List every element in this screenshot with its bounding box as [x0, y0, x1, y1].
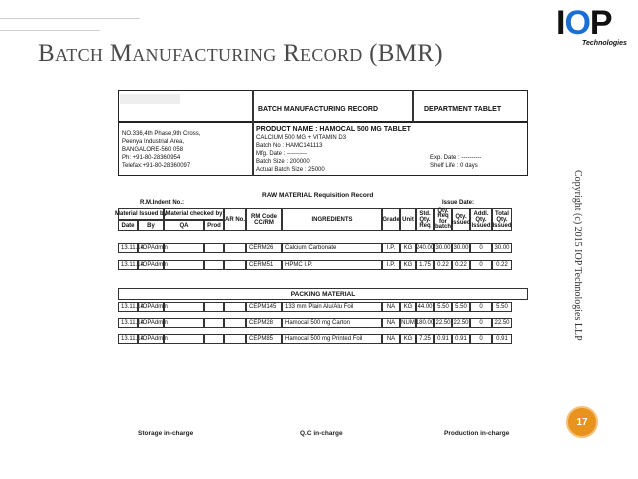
cell-qa [164, 318, 204, 328]
cell-code: CEPM85 [246, 334, 282, 344]
rm-indent: R.M.Indent No.: [140, 200, 184, 206]
cell-req: 30.00 [435, 245, 451, 251]
doc-department: DEPARTMENT TABLET [424, 106, 502, 113]
product-line: Batch No : HAMC141113 [256, 143, 323, 149]
cell-ingredient: 133 mm Plain Alu/Alu Foil [282, 302, 382, 312]
hdr-addl-qty: Addl. Qty. Issued [470, 208, 492, 231]
iop-logo [556, 6, 634, 50]
logo-letters: IOP [556, 4, 612, 42]
cell-req: 0.91 [434, 334, 452, 344]
cell-qa [164, 243, 204, 253]
cell-addl: 0 [470, 318, 492, 328]
hdr-grade: Grade [382, 208, 400, 231]
cell-by: IOPAdmin [138, 260, 164, 270]
cell-unit: KG [400, 243, 416, 253]
cell-ar [224, 243, 246, 253]
cell-ingredient: Hamocal 500 mg Carton [282, 318, 382, 328]
cell-code: CERM51 [246, 260, 282, 270]
hdr-qty-issued: Qty. Issued [452, 208, 470, 231]
cell-qa [164, 260, 204, 270]
redacted-logo [120, 94, 180, 104]
cell-ingredient: HPMC I.P. [282, 260, 382, 270]
cell-prod [204, 334, 224, 344]
cell-std: 240.00 [415, 245, 435, 251]
product-line: Mfg. Date : ---------- [256, 151, 307, 157]
address-line: Ph: +91-80-28360954 [122, 155, 181, 161]
cell-issued: 0.22 [452, 260, 470, 270]
cell-date: 13.11.14 [118, 260, 138, 270]
logo-tagline: Technologies [582, 40, 627, 47]
exp-date: Exp. Date : ---------- [430, 155, 482, 161]
cell-total: 30.00 [492, 243, 512, 253]
header-divider-2 [412, 90, 414, 122]
cell-ingredient: Hamocal 500 mg Printed Foil [282, 334, 382, 344]
cell-issued: 5.50 [452, 302, 470, 312]
cell-date: 13.11.14 [118, 243, 138, 253]
product-block [256, 126, 411, 174]
cell-unit: KG [400, 260, 416, 270]
cell-ar [224, 334, 246, 344]
signature-production: Production in-charge [444, 430, 510, 437]
info-divider [252, 122, 254, 176]
bmr-document [112, 88, 532, 388]
cell-grade: NA [382, 302, 400, 312]
cell-addl: 0 [470, 334, 492, 344]
cell-prod [204, 243, 224, 253]
hdr-unit: Unit [400, 208, 416, 231]
hdr-std-qty: Std. Qty. Req [416, 208, 434, 231]
hdr-rm-code: RM Code CC/RM [246, 208, 282, 231]
top-left-rule-2 [0, 30, 100, 31]
cell-issued: 22.50 [453, 320, 469, 326]
cell-grade: I.P. [382, 243, 400, 253]
signature-qc: Q.C in-charge [300, 430, 343, 437]
cell-addl: 0 [470, 302, 492, 312]
hdr-by: By [138, 220, 164, 231]
address-line: Peenya Industrial Area, [122, 139, 185, 145]
cell-unit: KG [400, 334, 416, 344]
hdr-total-qty: Total Qty. Issued [492, 208, 512, 231]
hdr-date: Date [118, 220, 138, 231]
cell-total: 0.91 [492, 334, 512, 344]
product-line: Batch Size : 200000 [256, 159, 310, 165]
cell-by: IOPAdmin [138, 318, 164, 328]
page-number-badge: 17 [566, 406, 598, 438]
cell-by: IOPAdmin [138, 334, 164, 344]
cell-std: 180.00 [415, 320, 435, 326]
cell-std: 1.75 [416, 260, 434, 270]
cell-issued: 30.00 [453, 245, 469, 251]
cell-req: 0.22 [434, 260, 452, 270]
hdr-qa: QA [164, 220, 204, 231]
cell-total: 22.50 [492, 318, 512, 328]
cell-total: 5.50 [492, 302, 512, 312]
hdr-material-checked: Material checked by [164, 208, 224, 220]
cell-prod [204, 260, 224, 270]
top-left-rule [0, 18, 140, 19]
cell-issued: 0.91 [452, 334, 470, 344]
product-line: CALCIUM 500 MG + VITAMIN D3 [256, 135, 347, 141]
cell-unit: NUM [401, 320, 415, 326]
cell-grade: NA [382, 318, 400, 328]
cell-qa [164, 302, 204, 312]
product-line: Actual Batch Size : 25000 [256, 167, 325, 173]
hdr-prod: Prod [204, 220, 224, 231]
hdr-material-issued: Material Issued by [118, 208, 164, 220]
cell-by: IOPAdmin [138, 302, 164, 312]
cell-req: 5.50 [434, 302, 452, 312]
cell-grade: I.P. [382, 260, 400, 270]
cell-std: 7.25 [416, 334, 434, 344]
address-block [122, 130, 200, 170]
cell-unit: KG [400, 302, 416, 312]
address-line: Telefax:+91-80-28360097 [122, 163, 191, 169]
cell-grade: NA [382, 334, 400, 344]
cell-ar [224, 302, 246, 312]
cell-date: 13.11.14 [118, 334, 138, 344]
pm-title: PACKING MATERIAL [118, 288, 528, 300]
cell-prod [204, 302, 224, 312]
copyright-text: Copyright (c) 2015 IOP Technologies LLP [572, 170, 583, 341]
issue-date: Issue Date: [442, 200, 475, 206]
cell-total: 0.22 [492, 260, 512, 270]
hdr-qty-req: Qty. Req for batch [435, 207, 452, 230]
cell-code: CERM26 [246, 243, 282, 253]
shelf-life: Shelf Life : 0 days [430, 163, 478, 169]
cell-qa [164, 334, 204, 344]
hdr-ar-no: AR No. [224, 208, 246, 231]
hdr-ingredients: INGREDIENTS [282, 208, 382, 231]
address-line: NO.336,4th Phase,9th Cross, [122, 131, 201, 137]
cell-addl: 0 [470, 243, 492, 253]
cell-date: 13.11.14 [118, 302, 138, 312]
cell-date: 13.11.14 [118, 318, 138, 328]
cell-code: CEPM28 [246, 318, 282, 328]
doc-header-title: BATCH MANUFACTURING RECORD [258, 106, 379, 113]
cell-addl: 0 [470, 260, 492, 270]
cell-ingredient: Calcium Carbonate [282, 243, 382, 253]
cell-prod [204, 318, 224, 328]
rm-title: RAW MATERIAL Requisition Record [262, 192, 374, 199]
cell-code: CEPM145 [246, 302, 282, 312]
cell-by: IOPAdmin [138, 243, 164, 253]
cell-ar [224, 260, 246, 270]
header-divider-1 [252, 90, 254, 122]
address-line: BANGALORE-560 058 [122, 147, 184, 153]
product-name: PRODUCT NAME : HAMOCAL 500 MG TABLET [256, 126, 411, 133]
slide-title: Batch Manufacturing Record (BMR) [38, 40, 443, 67]
cell-std: 44.00 [417, 304, 433, 310]
cell-ar [224, 318, 246, 328]
cell-req: 22.50 [435, 320, 451, 326]
signature-storage: Storage in-charge [138, 430, 194, 437]
